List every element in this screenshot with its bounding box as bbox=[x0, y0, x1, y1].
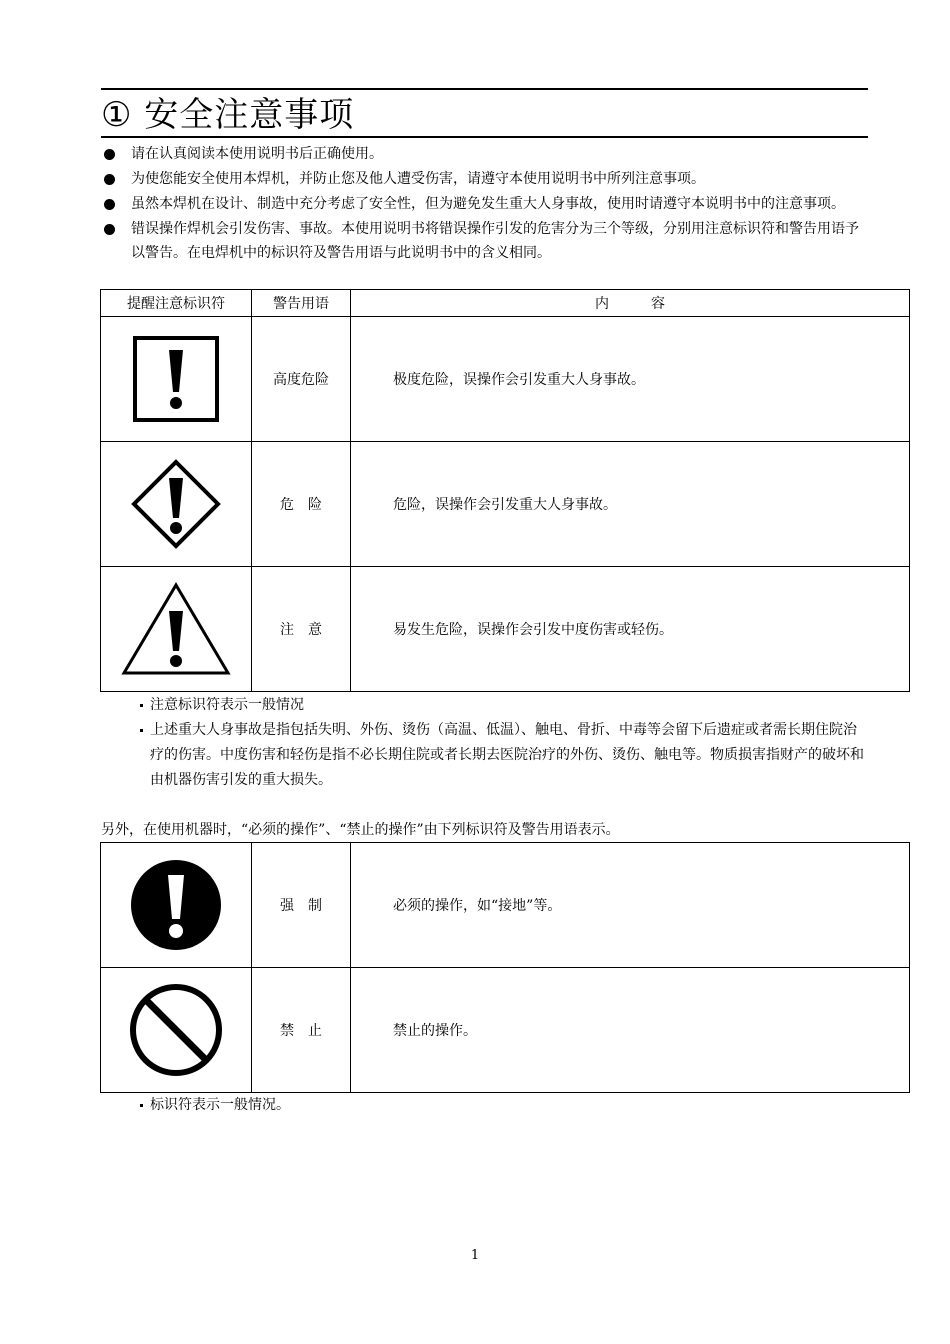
column-header: 内 容 bbox=[351, 290, 910, 317]
mandatory-prohibited-intro: 另外，在使用机器时，“必须的操作”、“禁止的操作”由下列标识符及警告用语表示。 bbox=[101, 822, 620, 838]
warning-term: 注 意 bbox=[252, 567, 351, 692]
exclamation-square-icon bbox=[131, 334, 221, 424]
list-item: 上述重大人身事故是指包括失明、外伤、烫伤（高温、低温）、触电、骨折、中毒等会留下后遗症或者需长期住院治疗的伤害。中度伤害和轻伤是指不必长期住院或者长期去医院治疗的外伤、烫伤、触电等。物质损害指财产的破坏和由机器伤害引发的重大损失。 bbox=[140, 718, 870, 793]
table-header-row bbox=[101, 290, 910, 317]
mandatory-prohibited-table bbox=[100, 842, 910, 1093]
column-header: 提醒注意标识符 bbox=[101, 290, 252, 317]
warning-description: 禁止的操作。 bbox=[351, 968, 910, 1093]
exclamation-diamond-icon bbox=[130, 458, 222, 550]
bullet-square-icon bbox=[140, 1104, 143, 1107]
intro-bullet-list bbox=[101, 142, 868, 266]
bullet-dot-icon bbox=[104, 149, 115, 160]
bullet-dot-icon bbox=[104, 224, 115, 235]
warning-description: 极度危险，误操作会引发重大人身事故。 bbox=[351, 317, 910, 442]
warning-term: 高度危险 bbox=[252, 317, 351, 442]
icon-cell bbox=[101, 968, 252, 1093]
page-number: 1 bbox=[470, 1248, 480, 1263]
prohibition-icon bbox=[127, 981, 225, 1079]
table2-note bbox=[140, 1093, 870, 1118]
list-item: 为使您能安全使用本焊机，并防止您及他人遭受伤害，请遵守本使用说明书中所列注意事项。 bbox=[101, 167, 868, 191]
table-notes bbox=[140, 693, 870, 793]
warning-term: 禁 止 bbox=[252, 968, 351, 1093]
table-row bbox=[101, 843, 910, 968]
list-item: 请在认真阅读本使用说明书后正确使用。 bbox=[101, 142, 868, 166]
warning-description: 危险，误操作会引发重大人身事故。 bbox=[351, 442, 910, 567]
warning-description: 必须的操作，如“接地”等。 bbox=[351, 843, 910, 968]
icon-cell bbox=[101, 843, 252, 968]
list-item: 标识符表示一般情况。 bbox=[140, 1093, 870, 1118]
column-header: 警告用语 bbox=[252, 290, 351, 317]
warning-description: 易发生危险，误操作会引发中度伤害或轻伤。 bbox=[351, 567, 910, 692]
icon-cell bbox=[101, 317, 252, 442]
warning-term: 强 制 bbox=[252, 843, 351, 968]
title-rule bbox=[101, 88, 868, 138]
exclamation-triangle-icon bbox=[120, 581, 232, 677]
table-row bbox=[101, 317, 910, 442]
table-row bbox=[101, 442, 910, 567]
bullet-square-icon bbox=[140, 729, 143, 732]
warning-term: 危 险 bbox=[252, 442, 351, 567]
bullet-dot-icon bbox=[104, 174, 115, 185]
list-item: 错误操作焊机会引发伤害、事故。本使用说明书将错误操作引发的危害分为三个等级，分别用注意标识符和警告用语予以警告。在电焊机中的标识符及警告用语与此说明书中的含义相同。 bbox=[101, 217, 868, 265]
icon-cell bbox=[101, 567, 252, 692]
page-title: ① 安全注意事项 bbox=[101, 95, 355, 135]
mandatory-exclamation-circle-icon bbox=[128, 857, 224, 953]
bullet-square-icon bbox=[140, 704, 143, 707]
list-item: 注意标识符表示一般情况 bbox=[140, 693, 870, 718]
list-item: 虽然本焊机在设计、制造中充分考虑了安全性，但为避免发生重大人身事故，使用时请遵守本说明书中的注意事项。 bbox=[101, 192, 868, 216]
table-row bbox=[101, 968, 910, 1093]
hazard-level-table bbox=[100, 289, 910, 692]
bullet-dot-icon bbox=[104, 199, 115, 210]
table-row bbox=[101, 567, 910, 692]
icon-cell bbox=[101, 442, 252, 567]
